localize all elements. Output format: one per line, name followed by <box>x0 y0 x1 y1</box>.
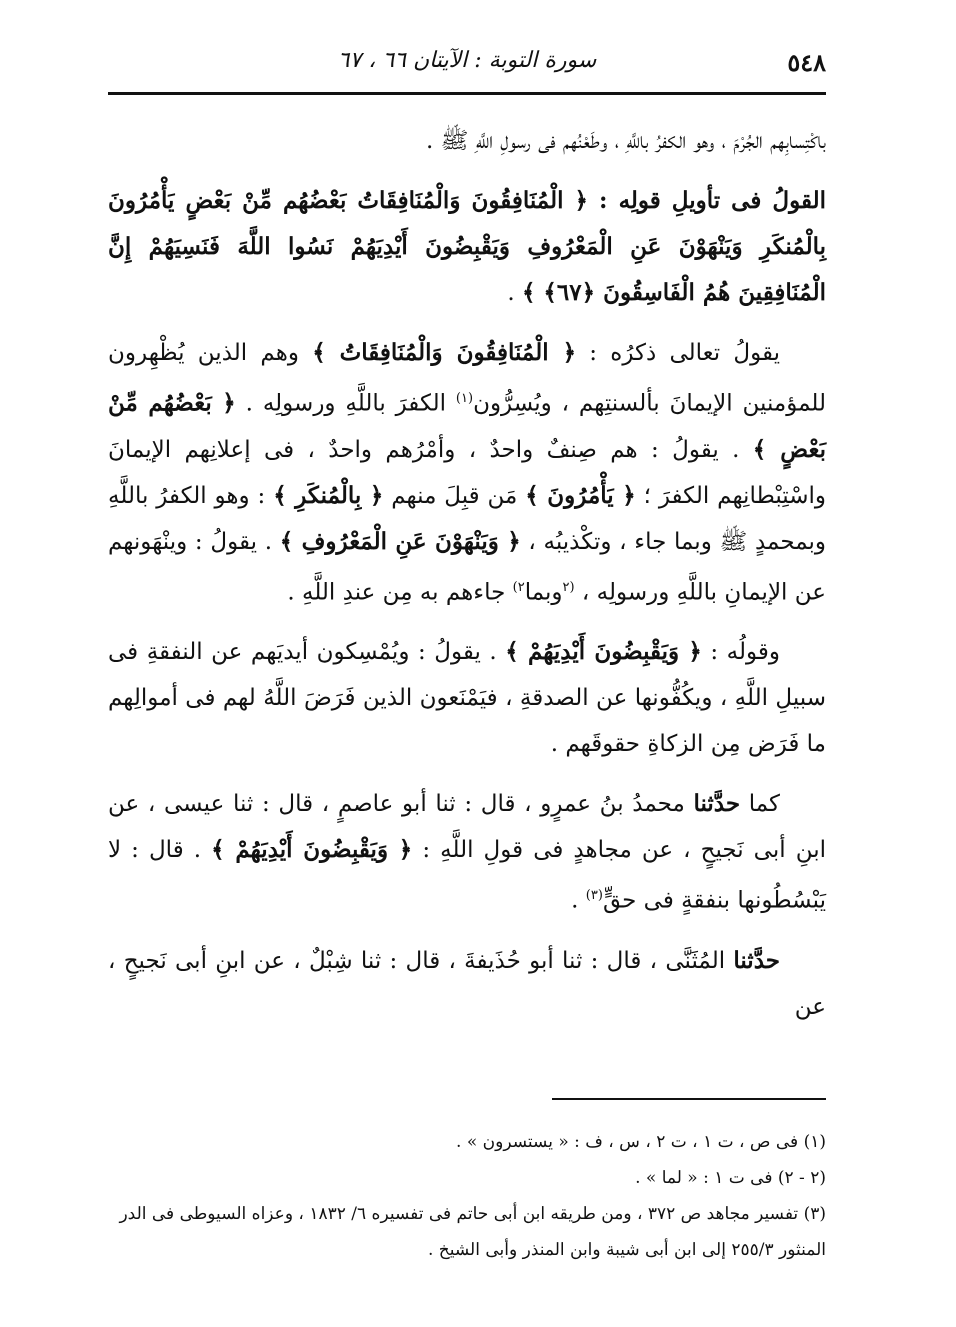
text-run: كما <box>740 791 780 818</box>
text-run: وهم الذين يُظْهِرون للمؤمنين الإيمانَ بألسنتِهم ، ويُسِرُّون <box>108 340 826 417</box>
footnote-ref: ٢) <box>512 579 525 595</box>
footnotes <box>108 1124 826 1268</box>
bold-label: حدَّثنا <box>693 790 741 818</box>
paragraph-3 <box>108 330 826 615</box>
text-run: وبما <box>524 579 563 606</box>
bold-label: القولُ فى تأويلِ قولِه : <box>588 187 826 214</box>
text-run: المُثَنَّى ، قال : ثنا أبو حُذَيفةَ ، قال : ثنا شِبْلٌ ، عن ابنِ أبى نَجيحٍ ، عن <box>108 947 826 1020</box>
text-run: مَن قبِلَ منهم <box>383 482 526 509</box>
footnote-rule <box>552 1098 826 1100</box>
footnote-1: (١) فى ص ، ت ١ ، ت ٢ ، س ، ف : « يستسرون » . <box>456 1132 826 1152</box>
footnote-ref: (٢ <box>562 579 575 595</box>
paragraph-6 <box>108 938 826 1030</box>
bold-label: حدَّثنا <box>733 946 780 974</box>
text-run: . <box>571 887 586 914</box>
quran-verse: ﴿ وَيَقْبِضُونَ أَيْدِيَهُمْ ﴾ <box>211 836 413 864</box>
main-text <box>108 118 826 1044</box>
quran-verse: ﴿ الْمُنَافِقُونَ وَالْمُنَافِقَاتُ بَعْضُهُم مِّنْ بَعْضٍ يَأْمُرُونَ بِالْمُنكَرِ وَيَنْهَوْنَ عَنِ الْمَعْرُوفِ وَيَقْبِضُونَ أَيْدِيَهُمْ نَسُوا اللَّهَ فَنَسِيَهُمْ إِنَّ الْمُنَافِقِينَ هُمُ الْفَاسِقُونَ ﴿٦٧﴾ ﴾ <box>108 187 826 306</box>
text-run: : وهو الكفرُ باللَّهِ وبمحمدٍ ﷺ وبما جاء ، وتكْذيبُه ، <box>108 482 827 555</box>
page-number: ٥٤٨ <box>787 48 826 77</box>
text-run: محمدُ بنُ عمرٍو ، قال : ثنا أبو عاصمٍ ، قال : ثنا عيسى ، عن ابنِ أبى نَجيحٍ ، عن مجاهدٍ فى قولِ اللَّهِ : <box>108 791 826 864</box>
paragraph-2 <box>108 178 826 316</box>
text-run: الكفرَ باللَّهِ ورسولِه . <box>235 390 456 417</box>
quran-verse: ﴿ يَأْمُرُونَ ﴾ <box>525 481 636 509</box>
header-rule <box>108 92 826 95</box>
quran-verse: ﴿ وَيَنْهَوْنَ عَنِ الْمَعْرُوفِ ﴾ <box>279 527 521 555</box>
quran-verse: ﴿ بَعْضُهُم مِّنْ بَعْضٍ ﴾ <box>108 389 826 463</box>
text-run: يقولُ تعالى ذكرُه : <box>576 340 780 366</box>
text-run: جاءهم به مِن عندِ اللَّهِ . <box>287 579 513 606</box>
text-run: . يقولُ : هم صِنفٌ واحدٌ ، وأمْرُهم واحدٌ ، فى إعلانِهم الإيمانَ واسْتِبْطانِهم الكفرَ ؛ <box>108 436 826 509</box>
page-header <box>108 44 826 84</box>
text-run: . يقولُ : ويُمْسِكون أيديَهم عن النفقةِ فى سبيلِ اللَّهِ ، ويكُفُّونها عن الصدقةِ ، فيَمْنَعون الذين فَرَضَ اللَّهُ لهم فى أموالِهم ما فَرَض مِن الزكاةِ حقوقَهم . <box>108 639 826 758</box>
quran-verse: ﴿ وَيَقْبِضُونَ أَيْدِيَهُمْ ﴾ <box>505 638 702 666</box>
footnote-ref: (١) <box>455 391 474 406</box>
text-run: وقولُه : <box>701 639 780 666</box>
paragraph-4 <box>108 629 826 767</box>
text-run: . يقولُ : وينْهَونهم عن الإيمانِ باللَّهِ ورسولِه ، <box>108 528 826 606</box>
footnote-ref: (٣) <box>585 888 603 904</box>
text-run: باكْتِسابِهم الجُرْمَ ، وهو الكفرُ باللَّهِ ، وطَعْنُهم فى رسولِ اللَّهِ ﷺ . <box>426 128 826 154</box>
quran-verse: ﴿ بِالْمُنكَرِ ﴾ <box>273 481 384 509</box>
paragraph-1 <box>108 118 826 164</box>
text-run: . قال : لا يَبْسُطُونها بنفقةٍ فى حقٍّ <box>108 837 826 914</box>
running-title: سورة التوبة : الآيتان ٦٦ ، ٦٧ <box>337 48 597 73</box>
quran-verse: ﴿ الْمُنَافِقُونَ وَالْمُنَافِقَاتُ ﴾ <box>312 339 577 366</box>
footnote-2: (٢ - ٢) فى ت ١ : « لما » . <box>635 1168 826 1188</box>
footnote-3: (٣) تفسير مجاهد ص ٣٧٢ ، ومن طريقه ابن أبى حاتم فى تفسيره ٦/ ١٨٣٢ ، وعزاه السيوطى فى الدر المنثور ٢٥٥/٣ إلى ابن أبى شيبة وابن المنذر وأبى الشيخ . <box>119 1204 826 1260</box>
paragraph-5 <box>108 781 826 924</box>
text-run: . <box>507 280 522 306</box>
